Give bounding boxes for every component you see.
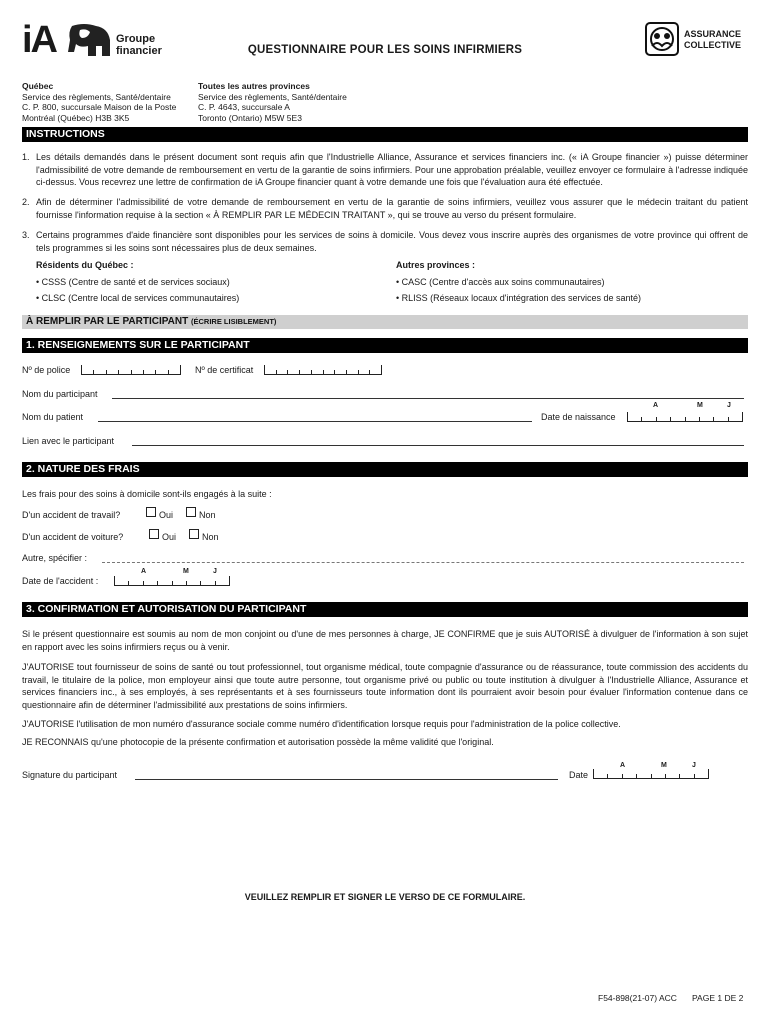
year-mark: A: [141, 568, 147, 575]
participant-name-label: Nom du participant: [22, 389, 98, 399]
item-number: 3.: [22, 230, 30, 240]
birth-date-input[interactable]: [627, 412, 743, 422]
signature-input[interactable]: [135, 779, 558, 780]
certificate-number-label: Nº de certificat: [195, 365, 254, 375]
page-number: PAGE 1 DE 2: [692, 993, 744, 1003]
address-line: Service des règlements, Santé/dentaire: [22, 91, 171, 102]
year-mark: A: [620, 762, 626, 769]
other-provinces-heading: Toutes les autres provinces: [198, 81, 310, 91]
other-resource-item: • CASC (Centre d'accès aux soins communautaires): [396, 277, 605, 287]
signature-date-input[interactable]: [593, 769, 709, 779]
resource-text: CLSC (Centre local de services communautaires): [41, 293, 240, 303]
participant-name-input[interactable]: [112, 398, 744, 399]
relation-input[interactable]: [132, 445, 744, 446]
item-text: Afin de déterminer l'admissibilité de votre demande de remboursement en vertu de la garantie de soins infirmiers, veuillez vous assurer que le médecin traitant du patient fournisse l'information requise à la section « À REMPLIR PAR LE MÉDECIN TRAITANT », qui se trouve au verso du présent formulaire.: [36, 197, 748, 220]
work-accident-yes-checkbox[interactable]: [146, 507, 156, 517]
signature-label: Signature du participant: [22, 770, 118, 780]
work-accident-label: D'un accident de travail?: [22, 510, 121, 520]
patient-name-label: Nom du patient: [22, 412, 84, 422]
participant-banner: [22, 315, 748, 329]
logo-line-2: financier: [116, 45, 162, 57]
participant-banner-title: À REMPLIR PAR LE PARTICIPANT: [26, 316, 189, 327]
assurance-collective-label: [684, 29, 741, 51]
item-number: 2.: [22, 197, 30, 207]
verso-note: VEUILLEZ REMPLIR ET SIGNER LE VERSO DE CE FORMULAIRE.: [244, 892, 526, 902]
resource-text: CASC (Centre d'accès aux soins communautaires): [401, 277, 605, 287]
confirmation-paragraph: Si le présent questionnaire est soumis au nom de mon conjoint ou d'une de mes personnes à charge, JE CONFIRME que je suis AUTORISÉ à divulguer de l'information à son sujet en rapport avec les soins infirmiers reçus ou à venir.: [22, 629, 748, 652]
day-mark: J: [727, 402, 731, 409]
certificate-number-input[interactable]: [264, 365, 382, 375]
quebec-residents-heading: Résidents du Québec :: [36, 260, 134, 270]
birth-date-label: Date de naissance: [541, 412, 616, 422]
month-mark: M: [183, 568, 189, 575]
participant-banner-note: (ÉCRIRE LISIBLEMENT): [191, 317, 277, 326]
address-line: C. P. 4643, succursale A: [198, 102, 290, 112]
badge-line-1: ASSURANCE: [684, 29, 742, 39]
accident-date-input[interactable]: [114, 576, 230, 586]
quebec-heading: Québec: [22, 81, 54, 91]
other-specify-input[interactable]: [102, 562, 744, 563]
address-line: Service des règlements, Santé/dentaire: [198, 91, 347, 102]
section-1-header: 1. RENSEIGNEMENTS SUR LE PARTICIPANT: [22, 338, 748, 353]
car-accident-label: D'un accident de voiture?: [22, 532, 124, 542]
instructions-header: INSTRUCTIONS: [22, 127, 748, 142]
yes-label: Oui: [162, 532, 177, 542]
other-provinces-address: [198, 81, 347, 123]
nature-question: Les frais pour des soins à domicile sont-ils engagés à la suite :: [22, 489, 272, 499]
signature-date-label: Date: [569, 770, 589, 780]
other-specify-label: Autre, spécifier :: [22, 553, 88, 563]
year-mark: A: [653, 402, 659, 409]
no-label: Non: [199, 510, 216, 520]
other-resource-item: • RLISS (Réseaux locaux d'intégration des services de santé): [396, 293, 641, 303]
section-3-header: 3. CONFIRMATION ET AUTORISATION DU PARTICIPANT: [22, 602, 748, 617]
work-accident-no-checkbox[interactable]: [186, 507, 196, 517]
accident-date-label: Date de l'accident :: [22, 576, 99, 586]
patient-name-input[interactable]: [98, 421, 532, 422]
quebec-address: [22, 81, 176, 123]
instruction-item-2: [22, 196, 748, 221]
group-insurance-icon: [645, 22, 679, 56]
resource-text: RLISS (Réseaux locaux d'intégration des services de santé): [401, 293, 641, 303]
logo-line-1: Groupe: [116, 33, 156, 45]
instruction-item-3: [22, 229, 748, 254]
authorization-paragraph: J'AUTORISE tout fournisseur de soins de santé ou tout professionnel, tout organisme médical, toute compagnie d'assurance ou de réassurance, toute commission des accidents du travail, le titulaire de la police, mon employeur ainsi que toute autre personne, tout organisme privé ou public ou toute institution à divulguer à l'Industrielle Alliance, Assurance et services financiers inc., à ses employés, à ses représentants et à ses fournisseurs toute information dont ils pourraient avoir besoin pour évaluer l'information contenue dans ce questionnaire afin de déterminer l'admissibilité aux prestations de soins infirmiers.: [22, 662, 748, 710]
item-text: Certains programmes d'aide financière sont disponibles pour les services de soins à domicile. Vous devez vous inscrire auprès des organismes de votre province qui offrent de tels programmes si les soins sont nécessaires plus de deux semaines.: [36, 230, 748, 253]
month-mark: M: [697, 402, 703, 409]
resource-text: CSSS (Centre de santé et de services sociaux): [41, 277, 230, 287]
address-line: C. P. 800, succursale Maison de la Poste: [22, 102, 177, 112]
other-provinces-heading-list: Autres provinces :: [396, 260, 476, 270]
no-label: Non: [202, 532, 219, 542]
car-accident-no-checkbox[interactable]: [189, 529, 199, 539]
day-mark: J: [692, 762, 696, 769]
photocopy-paragraph: JE RECONNAIS qu'une photocopie de la présente confirmation et autorisation possède la même validité que l'original.: [22, 737, 494, 747]
day-mark: J: [213, 568, 217, 575]
document-title: QUESTIONNAIRE POUR LES SOINS INFIRMIERS: [247, 44, 523, 56]
policy-number-input[interactable]: [81, 365, 181, 375]
car-accident-yes-checkbox[interactable]: [149, 529, 159, 539]
sin-authorization-paragraph: J'AUTORISE l'utilisation de mon numéro d'assurance sociale comme numéro d'identification lorsque requis pour l'administration de la police collective.: [22, 719, 621, 729]
address-line: Montréal (Québec) H3B 3K5: [22, 112, 130, 123]
policy-number-label: Nº de police: [22, 365, 71, 375]
section-2-header: 2. NATURE DES FRAIS: [22, 462, 748, 477]
quebec-resource-item: • CLSC (Centre local de services communautaires): [36, 293, 240, 303]
yes-label: Oui: [159, 510, 174, 520]
address-line: Toronto (Ontario) M5W 5E3: [198, 112, 302, 123]
relation-label: Lien avec le participant: [22, 436, 115, 446]
month-mark: M: [661, 762, 667, 769]
quebec-resource-item: • CSSS (Centre de santé et de services sociaux): [36, 277, 230, 287]
form-code: F54-898(21-07) ACC: [598, 993, 677, 1003]
item-number: 1.: [22, 152, 30, 162]
instruction-item-1: [22, 151, 748, 189]
ia-logo: iA: [22, 19, 56, 61]
item-text: Les détails demandés dans le présent document sont requis afin que l'Industrielle Alliance, Assurance et services financiers inc. (« iA Groupe financier ») puisse déterminer l'admissibilité de votre demande de remboursement en vertu de la garantie de soins infirmiers. Pour une approbation préalable, veuillez envoyer ce formulaire à l'adresse indiquée ci-dessus. Vous recevrez une lettre de confirmation de iA Groupe financier quant à votre demande une fois que l'évaluation aura été effectuée.: [36, 152, 748, 187]
badge-line-2: COLLECTIVE: [684, 40, 742, 50]
